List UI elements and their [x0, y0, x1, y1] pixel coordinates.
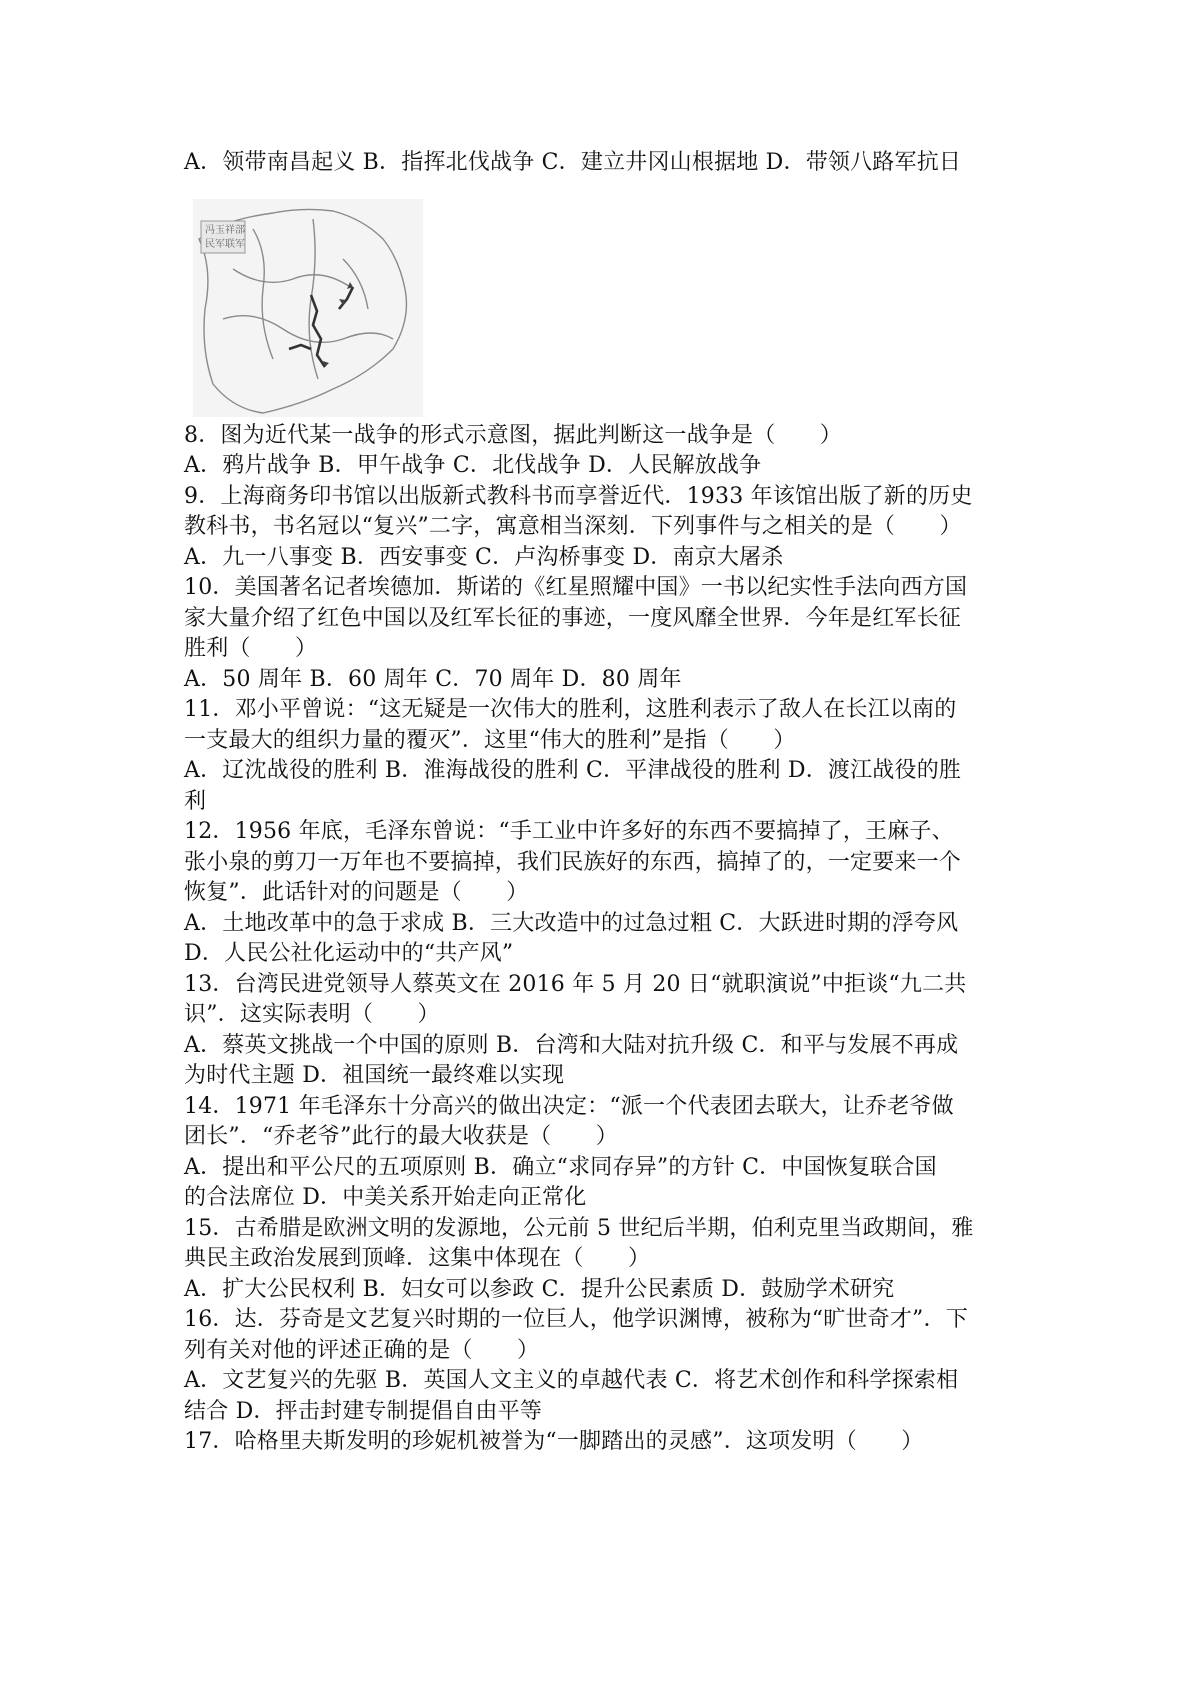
q16-stem-1: 16．达．芬奇是文艺复兴时期的一位巨人，他学识渊博，被称为“旷世奇才”．下 [184, 1307, 968, 1332]
q11-stem-1: 11．邓小平曾说：“这无疑是一次伟大的胜利，这胜利表示了敌人在长江以南的 [184, 697, 957, 722]
q10-options: A．50 周年 B．60 周年 C．70 周年 D．80 周年 [184, 666, 682, 692]
q12-options-1: A．土地改革中的急于求成 B．三大改造中的过急过粗 C．大跃进时期的浮夸风 [184, 910, 959, 936]
q10-stem-3: 胜利（ ） [184, 636, 318, 661]
q16-stem-2: 列有关对他的评述正确的是（ ） [184, 1337, 540, 1363]
map-label-allied-army: 民军联军 [205, 238, 245, 250]
q8-stem: 8．图为近代某一战争的形式示意图，据此判断这一战争是（ ） [184, 422, 842, 448]
q11-options-1: A．辽沈战役的胜利 B．淮海战役的胜利 C．平津战役的胜利 D．渡江战役的胜 [184, 758, 962, 783]
war-map-figure [193, 199, 423, 417]
q9-stem-2: 教科书，书名冠以“复兴”二字，寓意相当深刻．下列事件与之相关的是（ ） [184, 514, 962, 539]
q15-stem-2: 典民主政治发展到顶峰．这集中体现在（ ） [184, 1246, 651, 1271]
q9-options: A．九一八事变 B．西安事变 C．卢沟桥事变 D．南京大屠杀 [184, 544, 784, 570]
q16-options-2: 结合 D．抨击封建专制提倡自由平等 [184, 1398, 543, 1424]
question-text [184, 148, 1034, 1458]
q13-stem-1: 13．台湾民进党领导人蔡英文在 2016 年 5 月 20 日“就职演说”中拒谈“九二共 [184, 971, 967, 997]
q15-options: A．扩大公民权利 B．妇女可以参政 C．提升公民素质 D．鼓励学术研究 [184, 1276, 895, 1302]
q12-stem-2: 张小泉的剪刀一万年也不要搞掉，我们民族好的东西，搞掉了的，一定要来一个 [184, 849, 962, 875]
war-map-icon [193, 199, 423, 417]
q13-options-2: 为时代主题 D．祖国统一最终难以实现 [184, 1063, 565, 1088]
q15-stem-1: 15．古希腊是欧洲文明的发源地，公元前 5 世纪后半期，伯利克里当政期间，雅 [184, 1215, 974, 1241]
q12-options-2: D．人民公社化运动中的“共产风” [184, 941, 514, 966]
q9-stem-1: 9．上海商务印书馆以出版新式教科书而享誉近代．1933 年该馆出版了新的历史 [184, 483, 973, 509]
q10-stem-2: 家大量介绍了红色中国以及红军长征的事迹，一度风靡全世界．今年是红军长征 [184, 605, 962, 631]
q7-options: A．领带南昌起义 B．指挥北伐战争 C．建立井冈山根据地 D．带领八路军抗日 [184, 150, 962, 175]
q17-stem: 17．哈格里夫斯发明的珍妮机被誉为“一脚踏出的灵感”．这项发明（ ） [184, 1429, 924, 1454]
q16-options-1: A．文艺复兴的先驱 B．英国人文主义的卓越代表 C．将艺术创作和科学探索相 [184, 1368, 959, 1393]
q11-stem-2: 一支最大的组织力量的覆灭”．这里“伟大的胜利”是指（ ） [184, 727, 796, 753]
q14-stem-2: 团长”．“乔老爷”此行的最大收获是（ ） [184, 1124, 618, 1149]
q13-options-1: A．蔡英文挑战一个中国的原则 B．台湾和大陆对抗升级 C．和平与发展不再成 [184, 1032, 959, 1058]
q8-options: A．鸦片战争 B．甲午战争 C．北伐战争 D．人民解放战争 [184, 453, 762, 478]
q12-stem-3: 恢复”．此话针对的问题是（ ） [184, 880, 529, 905]
q10-stem-1: 10．美国著名记者埃德加．斯诺的《红星照耀中国》一书以纪实性手法向西方国 [184, 575, 968, 600]
map-label-feng-army: 冯玉祥部 [205, 224, 245, 236]
q12-stem-1: 12．1956 年底，毛泽东曾说：“手工业中许多好的东西不要搞掉了，王麻子、 [184, 819, 954, 844]
q13-stem-2: 识”．这实际表明（ ） [184, 1002, 440, 1027]
q14-stem-1: 14．1971 年毛泽东十分高兴的做出决定：“派一个代表团去联大，让乔老爷做 [184, 1093, 954, 1119]
q11-options-2: 利 [184, 788, 207, 814]
q14-options-1: A．提出和平公尺的五项原则 B．确立“求同存异”的方针 C．中国恢复联合国 [184, 1154, 937, 1180]
q14-options-2: 的合法席位 D．中美关系开始走向正常化 [184, 1185, 587, 1210]
